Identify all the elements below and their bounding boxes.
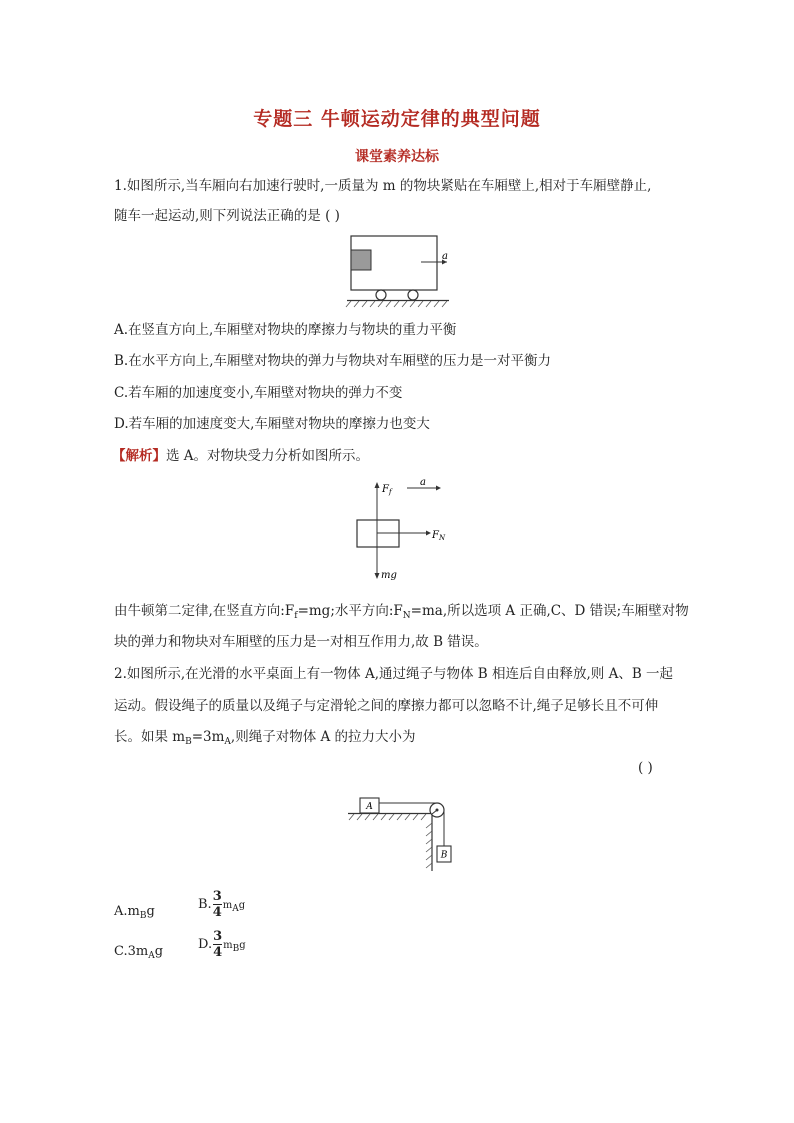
q2-stem-line2: 运动。假设绳子的质量以及绳子与定滑轮之间的摩擦力都可以忽略不计,绳子足够长且不可伸 <box>114 698 659 714</box>
q2-stem-line1: 2.如图所示,在光滑的水平桌面上有一物体 A,通过绳子与物体 B 相连后自由释放,则 A、B 一起 <box>114 666 674 682</box>
q1-option-c: C.若车厢的加速度变小,车厢壁对物块的弹力不变 <box>114 385 403 401</box>
q1-explain-line2: 块的弹力和物块对车厢壁的压力是一对相互作用力,故 B 错误。 <box>114 634 488 650</box>
q2-option-c: $C.3m_Ag$ <box>114 944 164 961</box>
q2-pulley-figure <box>346 793 456 875</box>
friction-label: $F_f$ <box>382 484 392 496</box>
page-subtitle: 课堂素养达标 <box>355 149 439 165</box>
acceleration-label: a <box>442 251 448 262</box>
q2-option-b: B. $\frac{3}{4}$ $m_Ag$ <box>198 889 246 920</box>
q1-force-diagram <box>350 478 450 584</box>
q2-stem-line3: 长。如果 $m_B=3m_A$,则绳子对物体 A 的拉力大小为 <box>114 729 416 747</box>
q2-option-d: D. $\frac{3}{4}$ $m_Bg$ <box>198 929 246 960</box>
analysis-label: 【解析】 <box>112 448 166 464</box>
q1-analysis <box>112 447 369 465</box>
q1-option-d: D.若车厢的加速度变大,车厢壁对物块的摩擦力也变大 <box>114 416 430 432</box>
wheel-right <box>408 290 418 300</box>
q1-stem-line2: 随车一起运动,则下列说法正确的是 ( ) <box>114 208 340 224</box>
block-a-label: A <box>366 802 373 812</box>
q1-cart-figure <box>345 232 455 310</box>
block <box>351 250 371 270</box>
fraction: $\frac{3}{4}$ <box>212 889 222 920</box>
normal-force-label: $F_N$ <box>432 530 446 542</box>
gravity-label: mg <box>381 570 397 581</box>
page-title: 专题三 牛顿运动定律的典型问题 <box>253 108 541 130</box>
q2-option-a: $A.m_Bg$ <box>114 904 155 921</box>
q1-stem-line1: 1.如图所示,当车厢向右加速行驶时,一质量为 m 的物块紧贴在车厢壁上,相对于车厢壁静止, <box>114 178 652 194</box>
accel-label-2: a <box>420 478 426 488</box>
wheel-left <box>376 290 386 300</box>
analysis-text: 选 A。对物块受力分析如图所示。 <box>166 448 370 464</box>
q2-answer-paren: ( ) <box>638 760 653 776</box>
q1-option-b: B.在水平方向上,车厢壁对物块的弹力与物块对车厢壁的压力是一对平衡力 <box>114 353 552 369</box>
block-b-label: B <box>440 850 448 861</box>
q1-explain-line1: 由牛顿第二定律,在竖直方向$:F_f=mg$;水平方向$:F_N=ma$,所以选项 A 正确,C、D 错误;车厢壁对物 <box>114 603 689 621</box>
q1-option-a: A.在竖直方向上,车厢壁对物块的摩擦力与物块的重力平衡 <box>114 322 457 338</box>
fraction: $\frac{3}{4}$ <box>213 929 223 960</box>
